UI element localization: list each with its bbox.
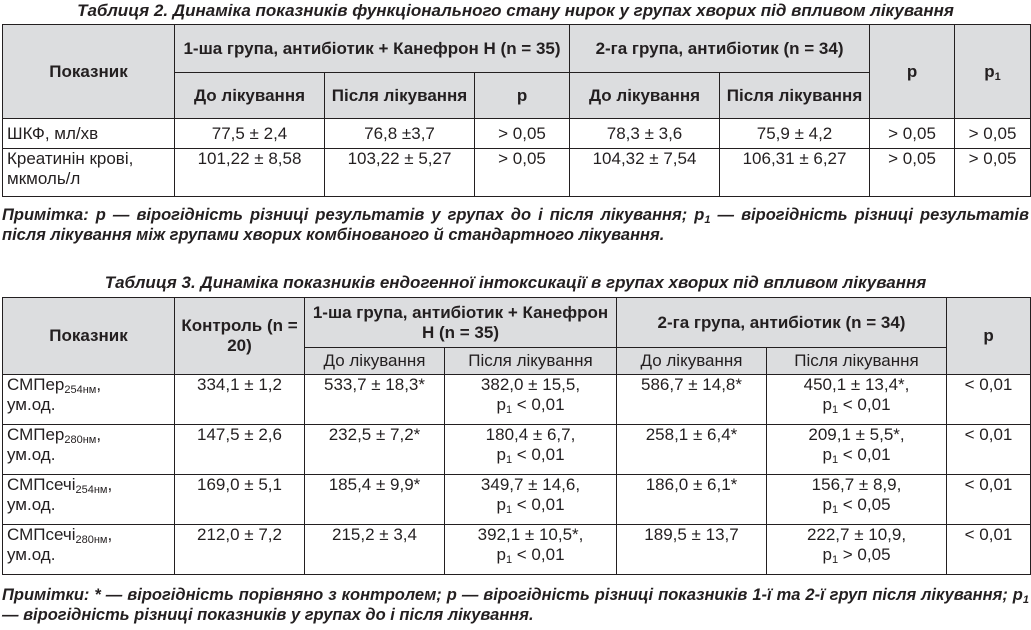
header-g1-p: р xyxy=(475,73,570,119)
table-row xyxy=(3,149,1031,197)
header-p: р xyxy=(947,298,1031,375)
g1-after-cell: 76,8 ±3,7 xyxy=(325,119,475,149)
g2-after-cell: 75,9 ± 4,2 xyxy=(720,119,870,149)
header-g1-after: Після лікування xyxy=(325,73,475,119)
header-group2: 2-га група, антибіотик (n = 34) xyxy=(617,298,947,348)
g1-after-cell: 180,4 ± 6,7, $р_1 < 0,01$ xyxy=(445,425,617,475)
header-p1: $р_1$ xyxy=(955,25,1031,119)
g2-before-cell: 258,1 ± 6,4* xyxy=(617,425,767,475)
g1-p-cell: > 0,05 xyxy=(475,149,570,197)
p1-cell: > 0,05 xyxy=(955,149,1031,197)
header-g2-before: До лікування xyxy=(570,73,720,119)
g2-after-cell: 450,1 ± 13,4*, $р_1 < 0,01$ xyxy=(767,375,947,425)
header-group1: 1-ша група, антибіотик + Канефрон Н (n = 35) xyxy=(305,298,617,348)
row-name: Креатинін крові, мкмоль/л xyxy=(3,149,175,197)
table2-note: Примітка: р — вірогідність різниці результатів у групах до і після лікування; $р_1$ — вірогідність різниці результатів після лікування між групами хворих комбінованого й стандартного лікування. xyxy=(2,206,1029,244)
p-cell: < 0,01 xyxy=(947,375,1031,425)
row-name: СМПер$_{254нм}$, ум.од. xyxy=(3,375,175,425)
table2 xyxy=(2,24,1031,197)
header-g2-after: Після лікування xyxy=(720,73,870,119)
row-name: СМПсечі$_{254нм}$, ум.од. xyxy=(3,475,175,525)
header-g2-before: До лікування xyxy=(617,348,767,375)
g2-before-cell: 189,5 ± 13,7 xyxy=(617,525,767,575)
g1-before-cell: 77,5 ± 2,4 xyxy=(175,119,325,149)
g1-after-cell: 392,1 ± 10,5*, $р_1 < 0,01$ xyxy=(445,525,617,575)
p-cell: < 0,01 xyxy=(947,525,1031,575)
header-group1: 1-ша група, антибіотик + Канефрон Н (n = 35) xyxy=(175,25,570,73)
g2-before-cell: 586,7 ± 14,8* xyxy=(617,375,767,425)
p-cell: > 0,05 xyxy=(870,119,955,149)
p-cell: > 0,05 xyxy=(870,149,955,197)
g2-before-cell: 104,32 ± 7,54 xyxy=(570,149,720,197)
header-g1-before: До лікування xyxy=(175,73,325,119)
table-row xyxy=(3,525,1031,575)
table2-caption: Таблиця 2. Динаміка показників функціонального стану нирок у групах хворих під впливом лікування xyxy=(77,1,954,20)
g2-after-cell: 222,7 ± 10,9, $р_1 > 0,05$ xyxy=(767,525,947,575)
control-cell: 169,0 ± 5,1 xyxy=(175,475,305,525)
header-g1-before: До лікування xyxy=(305,348,445,375)
p-cell: < 0,01 xyxy=(947,475,1031,525)
control-cell: 212,0 ± 7,2 xyxy=(175,525,305,575)
g1-before-cell: 215,2 ± 3,4 xyxy=(305,525,445,575)
g2-before-cell: 186,0 ± 6,1* xyxy=(617,475,767,525)
row-name: ШКФ, мл/хв xyxy=(3,119,175,149)
g2-after-cell: 209,1 ± 5,5*, $р_1 < 0,01$ xyxy=(767,425,947,475)
g1-after-cell: 382,0 ± 15,5, $р_1 < 0,01$ xyxy=(445,375,617,425)
table-row xyxy=(3,475,1031,525)
header-indicator: Показник xyxy=(3,25,175,119)
g2-before-cell: 78,3 ± 3,6 xyxy=(570,119,720,149)
g1-after-cell: 349,7 ± 14,6, $р_1 < 0,01$ xyxy=(445,475,617,525)
g1-p-cell: > 0,05 xyxy=(475,119,570,149)
table3-note: Примітки: * — вірогідність порівняно з контролем; р — вірогідність різниці показників 1-ї та 2-ї груп після лікування; $р_1$ — вірогідність різниці показників у групах до і після лікування. xyxy=(2,586,1029,624)
g1-before-cell: 185,4 ± 9,9* xyxy=(305,475,445,525)
table-row xyxy=(3,375,1031,425)
header-control: Контроль (n = 20) xyxy=(175,298,305,375)
row-name: СМПер$_{280нм}$, ум.од. xyxy=(3,425,175,475)
control-cell: 334,1 ± 1,2 xyxy=(175,375,305,425)
g2-after-cell: 106,31 ± 6,27 xyxy=(720,149,870,197)
header-group2: 2-га група, антибіотик (n = 34) xyxy=(570,25,870,73)
control-cell: 147,5 ± 2,6 xyxy=(175,425,305,475)
header-p: р xyxy=(870,25,955,119)
table-row xyxy=(3,425,1031,475)
g1-before-cell: 232,5 ± 7,2* xyxy=(305,425,445,475)
p-cell: < 0,01 xyxy=(947,425,1031,475)
row-name: СМПсечі$_{280нм}$, ум.од. xyxy=(3,525,175,575)
g1-before-cell: 101,22 ± 8,58 xyxy=(175,149,325,197)
header-g2-after: Після лікування xyxy=(767,348,947,375)
table-row xyxy=(3,119,1031,149)
header-g1-after: Після лікування xyxy=(445,348,617,375)
g2-after-cell: 156,7 ± 8,9, $р_1 < 0,05$ xyxy=(767,475,947,525)
table3 xyxy=(2,297,1031,575)
table3-caption: Таблиця 3. Динаміка показників ендогенної інтоксикації в групах хворих під впливом лікування xyxy=(104,273,927,292)
p1-cell: > 0,05 xyxy=(955,119,1031,149)
g1-before-cell: 533,7 ± 18,3* xyxy=(305,375,445,425)
g1-after-cell: 103,22 ± 5,27 xyxy=(325,149,475,197)
header-indicator: Показник xyxy=(3,298,175,375)
